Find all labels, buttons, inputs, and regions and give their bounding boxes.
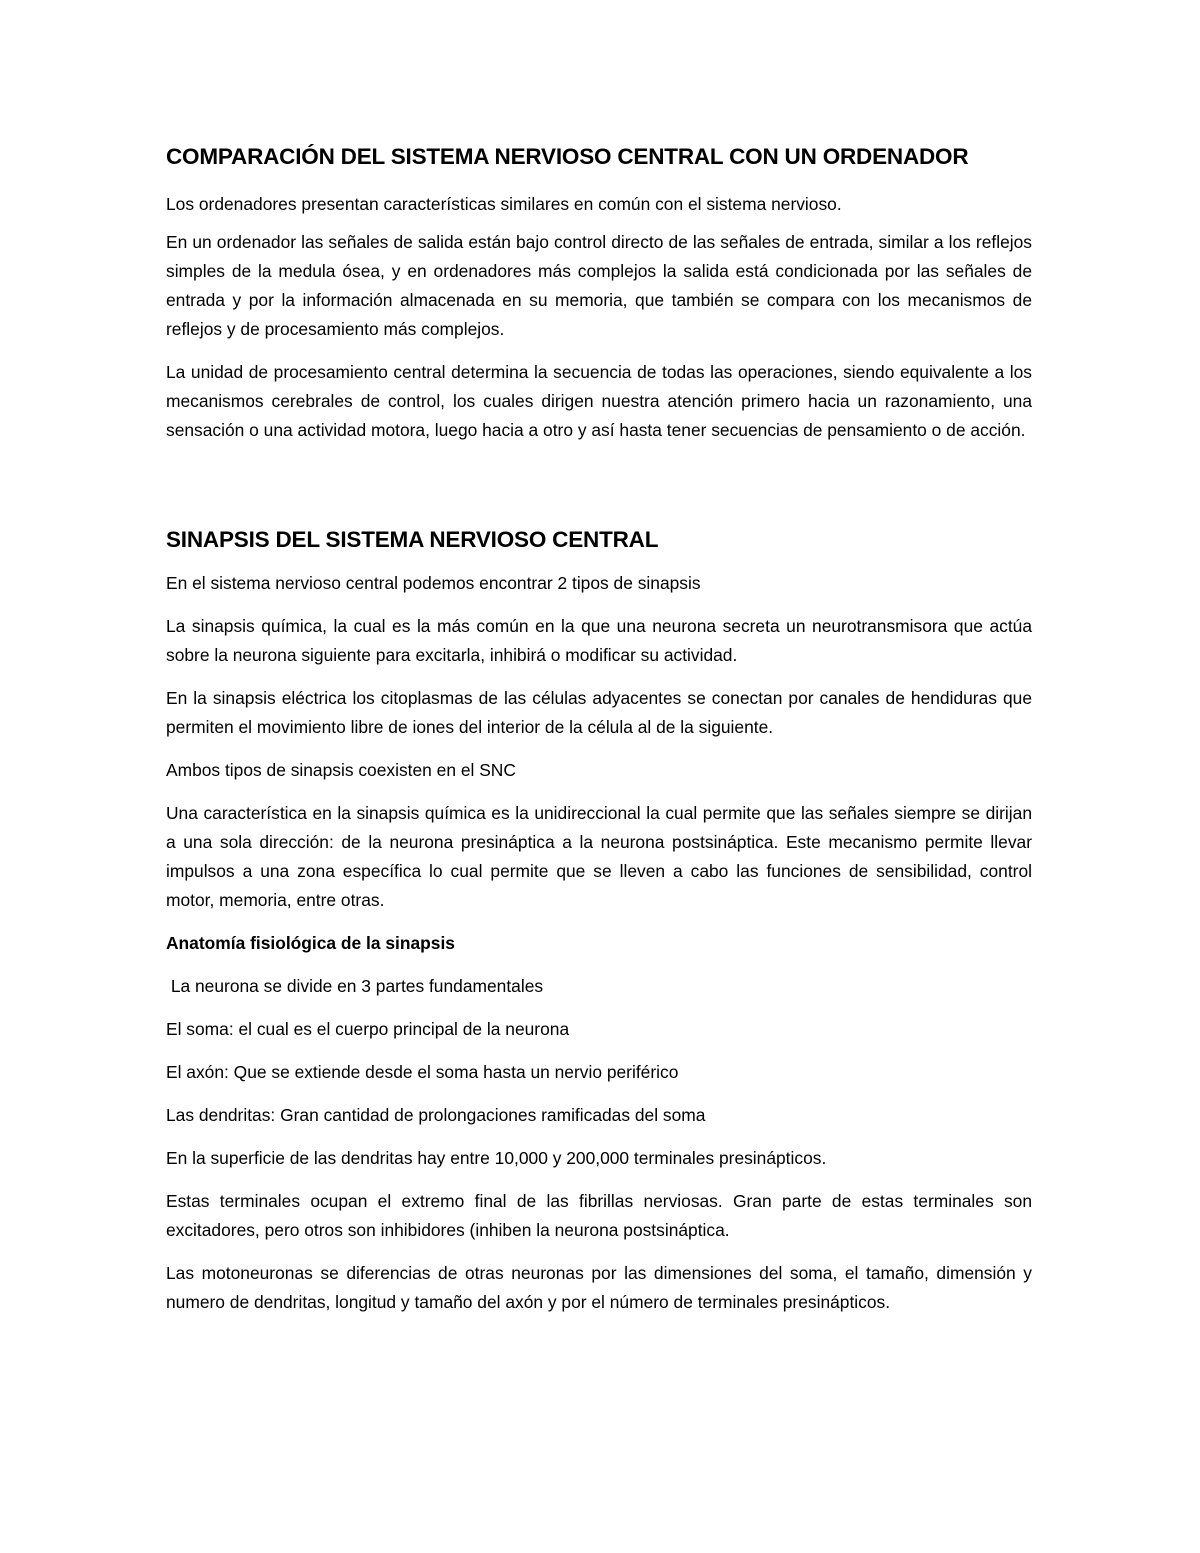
paragraph: El soma: el cual es el cuerpo principal de la neurona xyxy=(166,1019,570,1039)
paragraph: Los ordenadores presentan características similares en común con el sistema nervioso. xyxy=(166,194,842,214)
paragraph: La sinapsis química, la cual es la más común en la que una neurona secreta un neurotransmisora que actúa sobre la neurona siguiente para excitarla, inhibirá o modificar su actividad. xyxy=(166,616,1032,665)
paragraph: Las motoneuronas se diferencias de otras neuronas por las dimensiones del soma, el tamaño, dimensión y numero de dendritas, longitud y tamaño del axón y por el número de terminales presinápticos. xyxy=(166,1263,1032,1312)
paragraph: En la sinapsis eléctrica los citoplasmas de las células adyacentes se conectan por canales de hendiduras que permiten el movimiento libre de iones del interior de la célula al de la siguiente. xyxy=(166,688,1032,737)
section-title-comparacion: COMPARACIÓN DEL SISTEMA NERVIOSO CENTRAL CON UN ORDENADOR xyxy=(166,144,969,169)
paragraph: Una característica en la sinapsis química es la unidireccional la cual permite que las señales siempre se dirijan a una sola dirección: de la neurona presináptica a la neurona postsináptica. Este mecanismo permite llevar impulsos a una zona específica lo cual permite que se lleven a cabo las funciones de sensibilidad, control motor, memoria, entre otras. xyxy=(166,803,1032,910)
paragraph: La neurona se divide en 3 partes fundamentales xyxy=(166,976,544,996)
paragraph: Las dendritas: Gran cantidad de prolongaciones ramificadas del soma xyxy=(166,1105,706,1125)
document-page xyxy=(166,140,1032,1331)
paragraph: En un ordenador las señales de salida están bajo control directo de las señales de entrada, similar a los reflejos simples de la medula ósea, y en ordenadores más complejos la salida está condicionada por las señales de entrada y por la información almacenada en su memoria, que también se compara con los mecanismos de reflejos y de procesamiento más complejos. xyxy=(166,232,1032,339)
paragraph: La unidad de procesamiento central determina la secuencia de todas las operaciones, siendo equivalente a los mecanismos cerebrales de control, los cuales dirigen nuestra atención primero hacia un razonamiento, una sensación o una actividad motora, luego hacia a otro y así hasta tener secuencias de pensamiento o de acción. xyxy=(166,362,1032,440)
paragraph: En la superficie de las dendritas hay entre 10,000 y 200,000 terminales presinápticos. xyxy=(166,1148,827,1168)
paragraph: Ambos tipos de sinapsis coexisten en el SNC xyxy=(166,760,516,780)
paragraph: El axón: Que se extiende desde el soma hasta un nervio periférico xyxy=(166,1062,679,1082)
paragraph: En el sistema nervioso central podemos encontrar 2 tipos de sinapsis xyxy=(166,573,701,593)
subheading-anatomia: Anatomía fisiológica de la sinapsis xyxy=(166,933,455,953)
paragraph: Estas terminales ocupan el extremo final de las fibrillas nerviosas. Gran parte de estas terminales son excitadores, pero otros son inhibidores (inhiben la neurona postsináptica. xyxy=(166,1191,1032,1240)
section-title-sinapsis: SINAPSIS DEL SISTEMA NERVIOSO CENTRAL xyxy=(166,527,659,552)
